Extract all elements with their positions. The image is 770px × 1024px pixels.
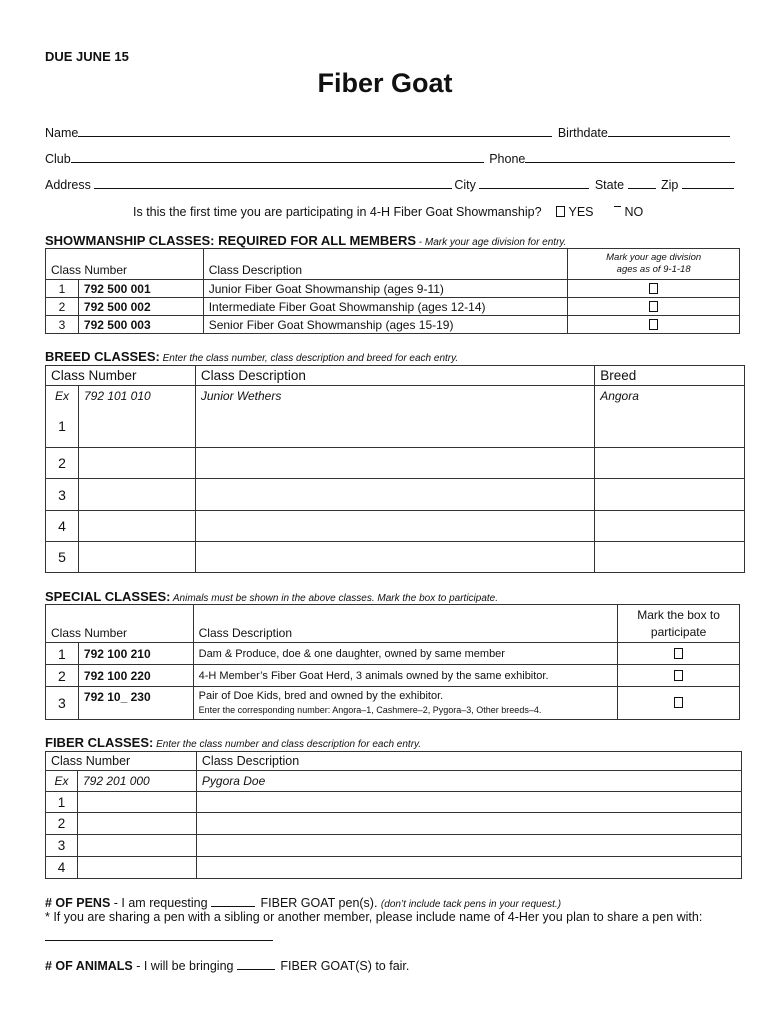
- due-date: DUE JUNE 15: [45, 49, 129, 64]
- dam-produce-checkbox[interactable]: [674, 648, 683, 659]
- birthdate-field[interactable]: [608, 124, 730, 137]
- mark-cell: [568, 280, 740, 298]
- special-note: Animals must be shown in the above classes. Mark the box to participate.: [170, 593, 499, 604]
- class-description-field[interactable]: [196, 792, 741, 813]
- breed-col-desc: Class Description: [195, 366, 594, 386]
- address-label: Address: [45, 178, 91, 192]
- yes-label: YES: [568, 205, 594, 219]
- row-index: 2: [46, 448, 79, 479]
- row-index: 1: [46, 792, 78, 813]
- class-description: Junior Wethers: [195, 386, 594, 406]
- showmanship-heading: [45, 233, 566, 248]
- class-number-field[interactable]: [78, 542, 195, 573]
- share-text: * If you are sharing a pen with a sibling or another member, please include name of 4-Her you plan to share a pen with:: [45, 910, 703, 924]
- animals-label: # OF ANIMALS: [45, 959, 133, 973]
- class-number-field[interactable]: [77, 813, 196, 835]
- row-index: Ex: [46, 386, 79, 406]
- row-index: 1: [46, 406, 79, 448]
- class-number-field[interactable]: [77, 857, 196, 879]
- fiber-table: [45, 751, 742, 879]
- animals-text-2: FIBER GOAT(S) to fair.: [276, 959, 410, 973]
- showmanship-col-mark: [568, 249, 740, 280]
- breed-field[interactable]: [595, 479, 745, 511]
- class-number: 792 500 001: [78, 280, 203, 298]
- class-number: 792 100 220: [78, 665, 193, 687]
- table-row: [46, 316, 740, 334]
- name-row: [45, 124, 732, 140]
- table-row: [46, 687, 740, 720]
- breed-heading: [45, 349, 458, 364]
- table-row: [46, 857, 742, 879]
- breed-field[interactable]: [595, 406, 745, 448]
- pens-count-field[interactable]: [211, 894, 255, 907]
- class-description: Senior Fiber Goat Showmanship (ages 15-19): [203, 316, 568, 334]
- share-row: [45, 910, 702, 924]
- mark-cell: [618, 643, 740, 665]
- class-number-field[interactable]: [78, 479, 195, 511]
- phone-label: Phone: [489, 152, 526, 166]
- class-number: 792 201 000: [77, 771, 196, 792]
- table-row: [46, 643, 740, 665]
- class-description-field[interactable]: [195, 542, 594, 573]
- showmanship-col-mark-line2: ages as of 9-1-18: [616, 264, 691, 275]
- fiber-heading-text: FIBER CLASSES:: [45, 735, 154, 750]
- row-index: 3: [46, 687, 79, 720]
- yes-checkbox[interactable]: [556, 206, 565, 217]
- breed-heading-text: BREED CLASSES:: [45, 349, 160, 364]
- mark-cell: [568, 316, 740, 334]
- showmanship-heading-text: SHOWMANSHIP CLASSES: REQUIRED FOR ALL MEMBERS: [45, 233, 417, 248]
- example-row: [46, 771, 742, 792]
- animals-row: [45, 957, 409, 973]
- address-row: [45, 176, 736, 192]
- class-description-text: Pair of Doe Kids, bred and owned by the exhibitor.: [198, 690, 444, 702]
- class-description-field[interactable]: [196, 857, 741, 879]
- table-row: [46, 665, 740, 687]
- row-index: 3: [46, 479, 79, 511]
- breed-field[interactable]: [595, 542, 745, 573]
- address-field[interactable]: [94, 176, 452, 189]
- class-number: 792 500 002: [78, 298, 203, 316]
- state-label: State: [594, 178, 625, 192]
- pens-label: # OF PENS: [45, 896, 111, 910]
- special-col-mark-line1: Mark the box to: [637, 607, 720, 622]
- row-index: 1: [46, 280, 79, 298]
- showmanship-col-desc: Class Description: [203, 249, 568, 280]
- class-description-field[interactable]: [196, 835, 741, 857]
- breed-field[interactable]: [595, 448, 745, 479]
- fiber-col-desc: Class Description: [196, 752, 741, 771]
- first-time-row: [133, 205, 643, 219]
- no-checkbox[interactable]: [614, 206, 621, 217]
- row-index: 3: [46, 316, 79, 334]
- fiber-note: Enter the class number and class description for each entry.: [153, 739, 422, 750]
- table-row: [46, 298, 740, 316]
- showmanship-note: - Mark your age division for entry.: [416, 237, 567, 248]
- special-heading-text: SPECIAL CLASSES:: [45, 589, 171, 604]
- special-heading: [45, 589, 498, 604]
- breed-value: Angora: [595, 386, 745, 406]
- special-col-mark: [618, 605, 740, 643]
- row-index: 2: [46, 298, 79, 316]
- name-label: Name: [45, 126, 79, 140]
- class-description-field[interactable]: [195, 479, 594, 511]
- class-description-field[interactable]: [195, 511, 594, 542]
- class-number-field[interactable]: [78, 406, 195, 448]
- mark-cell: [618, 665, 740, 687]
- form-title: Fiber Goat: [317, 68, 453, 98]
- class-number: 792 500 003: [78, 316, 203, 334]
- class-description: Intermediate Fiber Goat Showmanship (ages 12-14): [203, 298, 568, 316]
- pens-note: (don’t include tack pens in your request.): [380, 899, 562, 910]
- class-description-sub: Enter the corresponding number: Angora–1, Cashmere–2, Pygora–3, Other breeds–4.: [198, 705, 542, 715]
- animals-text-1: - I will be bringing: [132, 959, 237, 973]
- row-index: 2: [46, 813, 78, 835]
- table-row: [46, 792, 742, 813]
- first-time-question: Is this the first time you are participating in 4-H Fiber Goat Showmanship?: [133, 205, 542, 219]
- example-row: [46, 386, 745, 406]
- club-row: [45, 150, 737, 166]
- club-label: Club: [45, 152, 71, 166]
- breed-col-number: Class Number: [46, 366, 196, 386]
- showmanship-table: [45, 248, 740, 334]
- row-index: 2: [46, 665, 79, 687]
- table-row: [46, 280, 740, 298]
- class-description: Pygora Doe: [196, 771, 741, 792]
- class-description: Junior Fiber Goat Showmanship (ages 9-11): [203, 280, 568, 298]
- breed-note: Enter the class number, class description and breed for each entry.: [159, 353, 459, 364]
- row-index: 5: [46, 542, 79, 573]
- breed-col-breed: Breed: [595, 366, 745, 386]
- animals-count-field[interactable]: [237, 957, 275, 970]
- junior-checkbox[interactable]: [649, 283, 658, 294]
- class-number: 792 10_ 230: [78, 687, 193, 720]
- table-row: [46, 813, 742, 835]
- breed-field[interactable]: [595, 511, 745, 542]
- breed-table: [45, 365, 745, 573]
- birthdate-label: Birthdate: [557, 126, 608, 140]
- special-table: [45, 604, 740, 720]
- table-row: [46, 542, 745, 573]
- pens-row: [45, 894, 561, 910]
- city-label: City: [454, 178, 476, 192]
- row-index: 4: [46, 857, 78, 879]
- table-row: [46, 479, 745, 511]
- club-field[interactable]: [71, 150, 484, 163]
- doe-kids-checkbox[interactable]: [674, 697, 683, 708]
- class-number-field[interactable]: [78, 511, 195, 542]
- class-number-field[interactable]: [78, 448, 195, 479]
- showmanship-col-number: Class Number: [46, 249, 204, 280]
- pens-text-2: FIBER GOAT pen(s).: [257, 896, 381, 910]
- table-row: [46, 835, 742, 857]
- no-label: NO: [624, 205, 644, 219]
- row-index: 4: [46, 511, 79, 542]
- senior-checkbox[interactable]: [649, 319, 658, 330]
- row-index: 3: [46, 835, 78, 857]
- table-row: [46, 406, 745, 448]
- special-col-number: Class Number: [46, 605, 194, 643]
- showmanship-col-mark-line1: Mark your age division: [606, 252, 702, 263]
- class-description-field[interactable]: [195, 448, 594, 479]
- class-description: Dam & Produce, doe & one daughter, owned by same member: [193, 643, 618, 665]
- class-description: 4-H Member’s Fiber Goat Herd, 3 animals owned by the same exhibitor.: [193, 665, 618, 687]
- zip-label: Zip: [661, 178, 679, 192]
- class-number: 792 101 010: [78, 386, 195, 406]
- name-field[interactable]: [78, 124, 552, 137]
- state-field[interactable]: [628, 176, 656, 189]
- mark-cell: [568, 298, 740, 316]
- city-field[interactable]: [479, 176, 589, 189]
- special-col-mark-line2: participate: [650, 624, 707, 639]
- class-number-field[interactable]: [77, 792, 196, 813]
- mark-cell: [618, 687, 740, 720]
- class-number: 792 100 210: [78, 643, 193, 665]
- table-row: [46, 511, 745, 542]
- class-number-field[interactable]: [77, 835, 196, 857]
- pens-text-1: - I am requesting: [110, 896, 212, 910]
- share-name-field[interactable]: [45, 929, 273, 941]
- phone-field[interactable]: [525, 150, 735, 163]
- intermediate-checkbox[interactable]: [649, 301, 658, 312]
- fiber-col-number: Class Number: [46, 752, 197, 771]
- row-index: Ex: [46, 771, 78, 792]
- class-description: [193, 687, 618, 720]
- herd-checkbox[interactable]: [674, 670, 683, 681]
- table-row: [46, 448, 745, 479]
- fiber-heading: [45, 735, 421, 750]
- zip-field[interactable]: [682, 176, 734, 189]
- row-index: 1: [46, 643, 79, 665]
- special-col-desc: Class Description: [193, 605, 618, 643]
- class-description-field[interactable]: [195, 406, 594, 448]
- class-description-field[interactable]: [196, 813, 741, 835]
